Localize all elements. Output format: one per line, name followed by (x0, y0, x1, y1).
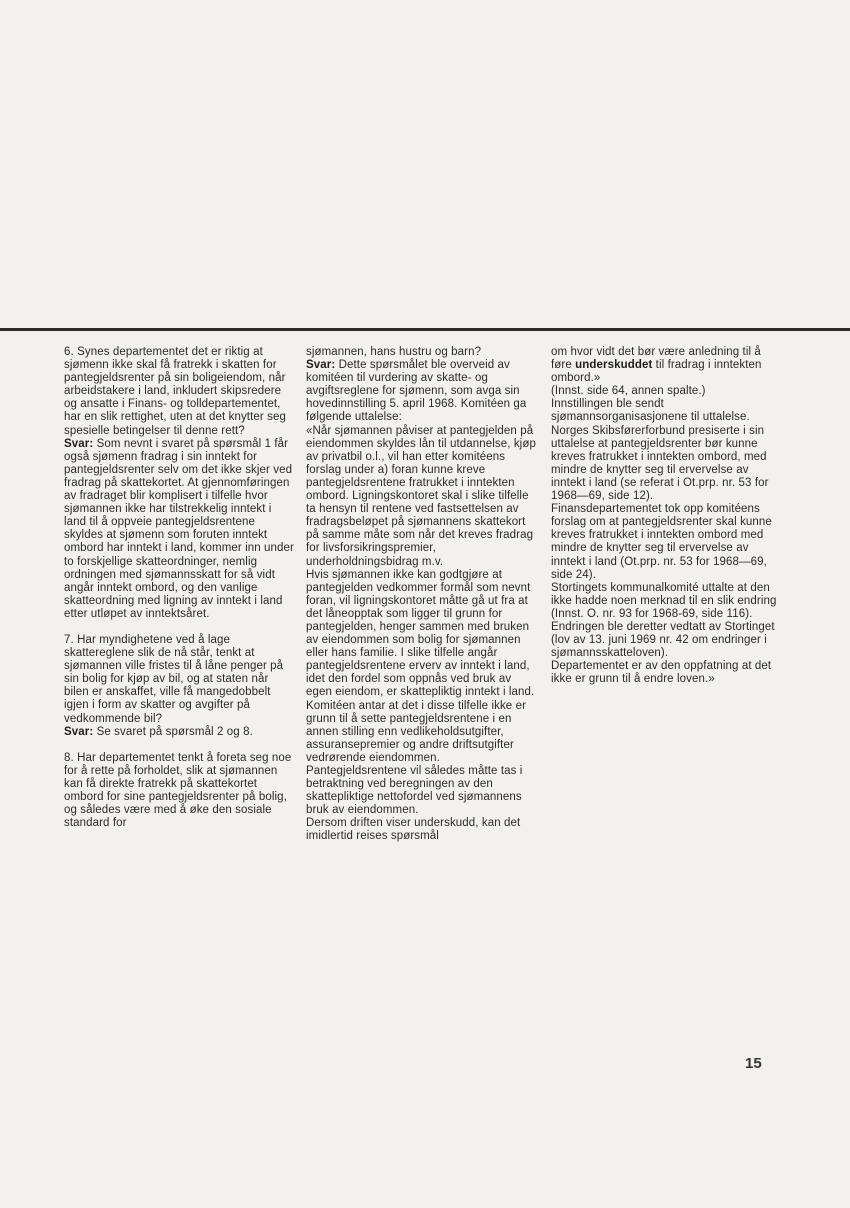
paragraph: Hvis sjømannen ikke kan godtgjøre at pantegjelden vedkommer formål som nevnt foran, vil ligningskontoret måtte gå ut fra at det låneopptak som ligger til grunn for pantegjelden, henger sammen med bruken av eiendommen som bolig for sjømannen eller hans familie. I slike tilfelle angår pantegjeldsrentene erverv av inntekt i land, idet den fordel som oppnås ved bruk av egen eiendom, er skattepliktig inntekt i land. Komitéen antar at det i disse tilfelle ikke er grunn til å sette pantegjeldsrentene i en annen stilling enn vedlikeholdsutgifter, assuransepremier og andre driftsutgifter vedrørende eiendommen. Pantegjeldsrentene vil således måtte tas i betraktning ved beregningen av den skattepliktige nettofordel ved sjømannens bruk av eiendommen. (306, 568, 535, 817)
horizontal-rule (0, 328, 850, 331)
question-8: 8. Har departementet tenkt å foreta seg noe for å rette på forholdet, slik at sjømannen kan få direkte fratrekk på skattekortet ombord for sine pantegjeldsrenter på bolig, og således være med å øke den sosiale standard for (64, 751, 292, 830)
answer-6 (64, 438, 296, 621)
paragraph: Finansdepartementet tok opp komitéens forslag om at pantegjeldsrenter skal kunne kreves fratrukket i inntekten ombord med mindre de knytter seg til ervervelse av inntekt i land (Ot.prp. nr. 53 for 1968—69, side 24). (551, 503, 772, 581)
bold-term: underskuddet (575, 359, 653, 372)
question-6: 6. Synes departementet det er riktig at sjømenn ikke skal få fratrekk i skatten for pantegjeldsrenter på sin boligeiendom, når arbeidstakere i land, inkludert skipsredere og ansatte i Finans- og tolldepartementet, har en slik rettighet, uten at det knytter seg spesielle betingelser til denne rett? (64, 346, 286, 437)
answer-7 (64, 726, 296, 739)
answer-6-text: Som nevnt i svaret på spørsmål 1 får også sjømenn fradrag i sin inntekt for pantegjeldsrenter selv om det ikke skjer ved fradrag på skattekortet. At gjennomføringen av fradraget blir komplisert i tilfelle hvor sjømannen ikke har tilstrekkelig inntekt i land til å oppveie pantegjeldsrentene skyldes at sjømenn som foruten inntekt ombord har inntekt i land, kommer inn under to forskjellige skatteordninger, nemlig ordningen med sjømannsskatt for så vidt angår inntekt ombord, og den vanlige skatteordning med ligning av inntekt i land etter utløpet av inntektsåret. (64, 437, 294, 620)
svar-label: Svar: (64, 725, 94, 738)
svar-label: Svar: (306, 359, 336, 372)
answer-8-text: Dette spørsmålet ble overveid av komitéen til vurdering av skatte- og avgiftsreglene for sjømenn, som avga sin hovedinnstilling 5. april 1968. Komitéen ga følgende uttalelse: (306, 359, 527, 424)
question-7: 7. Har myndighetene ved å lage skattereglene slik de nå står, tenkt at sjømannen ville fristes til å låne penger på sin bolig for kjøp av bil, og at staten når bilen er anskaffet, ville få mangedobbelt igjen i form av skatter og avgifter på vedkommende bil? (64, 633, 284, 725)
page-number: 15 (745, 1055, 762, 1072)
paragraph-text: til fradrag i inntekten ombord.» (551, 359, 762, 385)
paragraph: sjømannen, hans hustru og barn? (306, 346, 482, 358)
paragraph: Innstillingen ble sendt sjømannsorganisasjonene til uttalelse. Norges Skibsførerforbund presiserte i sin uttalelse at pantegjeldsrenter bør kunne kreves fratrukket i inntekten ombord, med mindre de knytter seg til ervervelse av inntekt i land (se referat i Ot.prp. nr. 53 for 1968—69, side 12). (551, 398, 769, 503)
quote-paragraph: «Når sjømannen påviser at pantegjelden på eiendommen skyldes lån til utdannelse, kjøp av privatbil o.l., vil han etter komitéens forslag under a) foran kunne kreve pantegjeldsrentene fratrukket i inntekten ombord. Ligningskontoret skal i slike tilfelle ta hensyn til rentene ved fastsettelsen av fradragsbeløpet på sjømannens skattekort på samme måte som når det kreves fradrag for livsforsikringspremier, underholdningsbidrag m.v. (306, 424, 536, 568)
paragraph: Departementet er av den oppfatning at det ikke er grunn til å endre loven.» (551, 660, 772, 686)
paragraph-text: om hvor vidt det bør være anledning til å føre (551, 346, 761, 372)
paragraph: Stortingets kommunalkomité uttalte at den ikke hadde noen merknad til en slik endring (Innst. O. nr. 93 for 1968-69, side 116). Endringen ble deretter vedtatt av Stortinget (lov av 13. juni 1969 nr. 42 om endringer i sjømannsskatteloven). (551, 581, 777, 660)
text-column-1 (64, 346, 296, 830)
paragraph: Dersom driften viser underskudd, kan det imidlertid reises spørsmål (306, 817, 521, 843)
text-column-3 (551, 346, 783, 686)
citation: (Innst. side 64, annen spalte.) (551, 385, 706, 398)
paragraph (551, 346, 783, 385)
text-column-2 (306, 346, 538, 844)
answer-7-text: Se svaret på spørsmål 2 og 8. (93, 725, 253, 738)
svar-label: Svar: (64, 437, 94, 450)
answer-8 (306, 359, 538, 424)
